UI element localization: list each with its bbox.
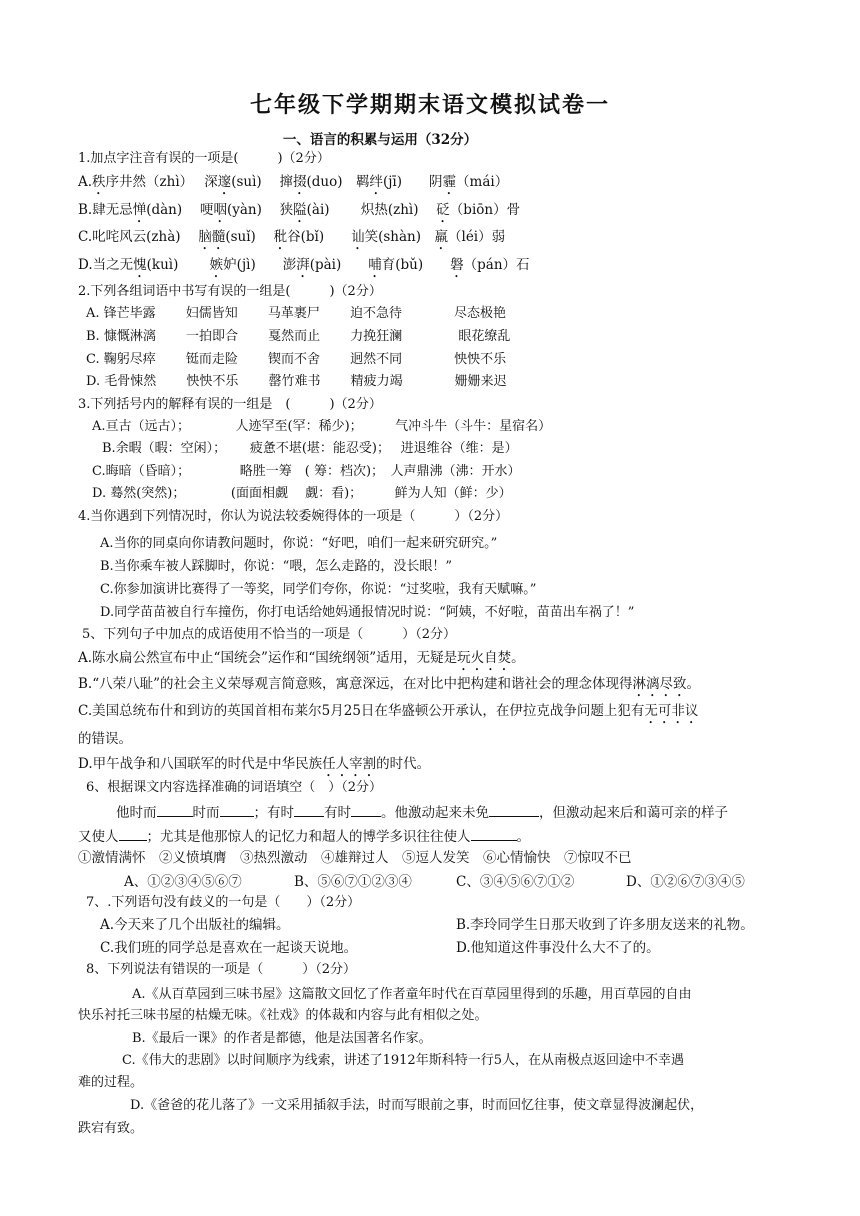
q7-option-d: D.他知道这件事没什么大不了的。 — [456, 940, 660, 956]
q3-option-a: A.亘古（远古）； 人迹罕至(罕：稀少)； 气冲斗牛（斗牛：星宿名） — [92, 419, 552, 434]
q6-choices: ①激情满怀 ②义愤填膺 ③热烈激动 ④雄辩过人 ⑤逗人发笑 ⑥心情愉快 ⑦惊叹不已 — [78, 850, 632, 866]
q3-option-d: D. 蓦然(突然)； (面面相觑 觑：看)； 鲜为人知（鲜：少） — [92, 486, 512, 501]
q5-option-c: C.美国总统布什和到访的英国首相布莱尔5月25日在华盛顿公开承认，在伊拉克战争问题上犯有无可非议 — [78, 703, 699, 719]
q6-sentence-2: 又使人 ；尤其是他那惊人的记忆力和超人的博学多识往往使人 。 — [78, 826, 530, 847]
q1-option-d: D.当之无愧(kuì) 嫉妒(jì) 澎湃(pài) 哺育(bǔ) 磐（pán）石 — [78, 257, 530, 273]
q5-option-b: B.“八荣八耻”的社会主义荣辱观言简意赅，寓意深远，在对比中把构建和谐社会的理念体现得淋漓尽致。 — [78, 676, 701, 692]
q7-stem: 7、.下列语句没有歧义的一句是（ ）（2分） — [86, 895, 361, 910]
q7-option-c: C.我们班的同学总是喜欢在一起谈天说地。 — [100, 940, 358, 956]
q1-option-c: C.叱咤风云(zhà) 脑髓(suǐ) 秕谷(bǐ) 讪笑(shàn) 羸（léi）弱 — [78, 229, 506, 245]
q8-option-b: B.《最后一课》的作者是都德，他是法国著名作家。 — [132, 1031, 432, 1046]
q4-option-d: D.同学苗苗被自行车撞伤，你打电话给她妈通报情况时说：“阿姨，不好啦，苗苗出车祸了！” — [100, 605, 635, 620]
q6-sentence-1: 他时而 时而 ；有时 有时 。他激动起来未免 ，但激动起来后和蔼可亲的样子 — [116, 802, 728, 823]
q6-stem: 6、根据课文内容选择准确的词语填空（ ）（2分） — [86, 780, 383, 795]
q8-option-a-cont: 快乐衬托三味书屋的枯燥无味。《社戏》的体裁和内容与此有相似之处。 — [78, 1008, 488, 1023]
q4-option-b: B.当你乘车被人踩脚时，你说：“喂，怎么走路的，没长眼！” — [100, 559, 452, 574]
q3-stem: 3.下列括号内的解释有误的一组是 ( )（2分） — [78, 397, 382, 412]
q7-option-a: A.今天来了几个出版社的编辑。 — [100, 917, 290, 933]
q4-stem: 4.当你遇到下列情况时，你认为说法较委婉得体的一项是（ ）（2分） — [78, 509, 509, 524]
q1-option-b: B.肆无忌惮(dàn) 哽咽(yàn) 狭隘(ài) 炽热(zhì) 砭（biōn）骨 — [78, 202, 521, 218]
q5-stem: 5、下列句子中加点的成语使用不恰当的一项是（ ）（2分） — [82, 627, 457, 642]
q2-option-c: C. 鞠躬尽瘁 铤而走险 锲而不舍 迥然不同 怏怏不乐 — [86, 352, 507, 367]
q5-option-d: D.甲午战争和八国联军的时代是中华民族任人宰割的时代。 — [78, 756, 431, 772]
q8-stem: 8、下列说法有错误的一项是（ ）（2分） — [86, 962, 357, 977]
q7-option-b: B.李玲同学生日那天收到了许多朋友送来的礼物。 — [456, 917, 754, 933]
q4-option-a: A.当你的同桌向你请教问题时，你说：“好吧，咱们一起来研究研究。” — [100, 536, 498, 551]
q8-option-c-cont: 难的过程。 — [78, 1075, 144, 1090]
q6-option-a: A、①②③④⑤⑥⑦ — [124, 874, 242, 890]
q6-option-d: D、①②⑥⑦③④⑤ — [626, 874, 745, 890]
page-title: 七年级下学期期末语文模拟试卷一 — [249, 92, 610, 118]
q4-option-c: C.你参加演讲比赛得了一等奖，同学们夸你，你说：“过奖啦，我有天赋嘛。” — [100, 582, 537, 597]
q8-option-d-cont: 跌宕有致。 — [78, 1121, 144, 1136]
q6-option-c: C、③④⑤⑥⑦①② — [456, 874, 575, 890]
q8-option-d: D.《爸爸的花儿落了》一文采用插叙手法，时而写眼前之事，时而回忆往事，使文章显得波澜起伏， — [130, 1098, 704, 1113]
q6-option-b: B、⑤⑥⑦①②③④ — [294, 874, 412, 890]
q2-stem: 2.下列各组词语中书写有误的一组是( )（2分） — [78, 284, 382, 299]
q3-option-b: B.余暇（暇：空闲）； 疲惫不堪(堪：能忍受)； 进退维谷（维：是） — [102, 441, 518, 456]
section-heading: 一、语言的积累与运用（32分） — [282, 132, 478, 148]
q2-option-a: A. 锋芒毕露 妇儒皆知 马革裹尸 迫不急待 尽态极艳 — [86, 306, 507, 321]
q5-option-a: A.陈水扁公然宣布中止“国统会”运作和“国统纲领”适用，无疑是玩火自焚。 — [78, 650, 525, 666]
q5-option-c-cont: 的错误。 — [78, 731, 132, 747]
q1-stem: 1.加点字注音有误的一项是( )（2分） — [78, 151, 330, 166]
q8-option-c: C.《伟大的悲剧》以时间顺序为线索，讲述了1912年斯科特一行5人，在从南极点返回途中不幸遇 — [122, 1053, 684, 1068]
q8-option-a: A.《从百草园到三味书屋》这篇散文回忆了作者童年时代在百草园里得到的乐趣，用百草园的自由 — [132, 987, 692, 1002]
q1-option-a: A.秩序井然（zhì） 深邃(suì) 撺掇(duo) 羁绊(jī) 阴霾（mái） — [78, 174, 509, 190]
q2-option-b: B. 慷慨淋漓 一拍即合 戛然而止 力挽狂澜 眼花缭乱 — [86, 329, 511, 344]
q2-option-d: D. 毛骨悚然 怏怏不乐 罄竹难书 精疲力竭 姗姗来迟 — [86, 374, 507, 389]
q3-option-c: C.晦暗（昏暗）； 略胜一筹 ( 筹：档次)； 人声鼎沸（沸：开水） — [92, 464, 521, 479]
